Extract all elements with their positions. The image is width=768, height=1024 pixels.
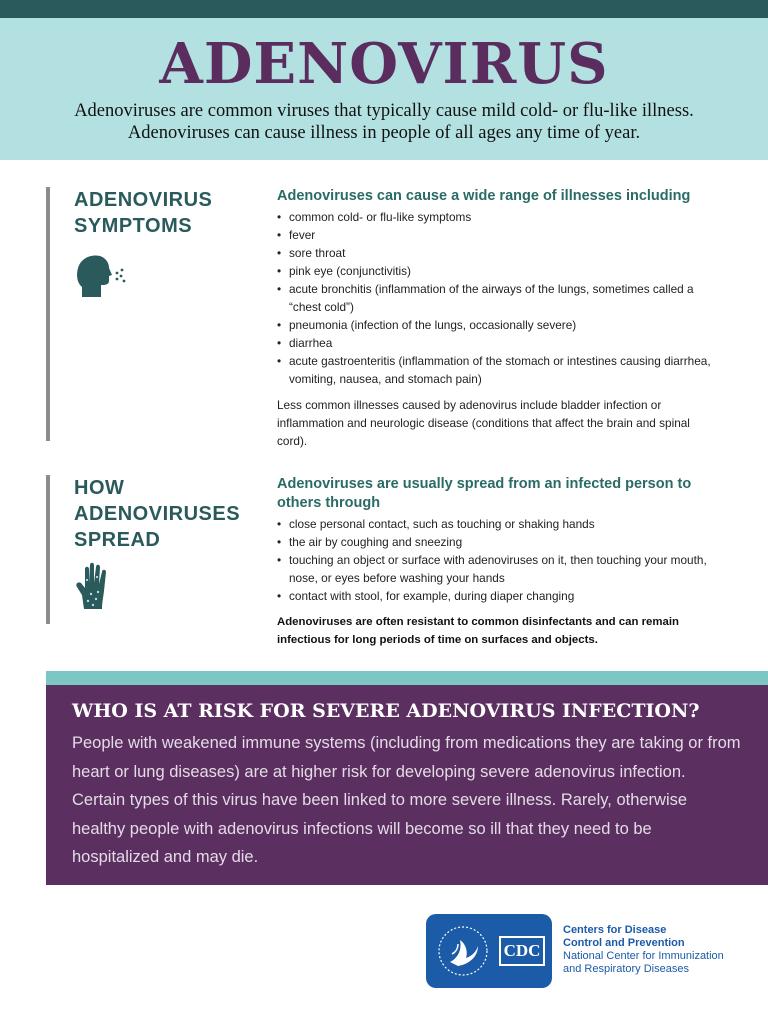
list-item: • acute bronchitis (inflammation of the airways of the lungs, sometimes called a “chest cold”)	[277, 280, 717, 316]
germy-hand-icon	[74, 561, 114, 616]
list-item: • the air by coughing and sneezing	[277, 533, 717, 551]
risk-text: People with weakened immune systems (including from medications they are taking or from heart or lung diseases) are at higher risk for developing severe adenovirus infection. Certain types of this virus have been linked to more severe illness. Rarely, otherwise healthy people with adenovirus infections will become so ill that they need to be hospitalized and may die.	[72, 734, 741, 866]
spread-heading-line-2: ADENOVIRUSES	[74, 503, 241, 525]
spread-heading-line-1: HOW	[74, 477, 125, 499]
top-strip	[0, 0, 768, 18]
cdc-org-text	[563, 924, 763, 976]
intro-line-2: Adenoviruses can cause illness in people of all ages any time of year.	[127, 123, 641, 143]
header-banner	[0, 18, 768, 160]
symptoms-section	[46, 187, 726, 448]
list-item: • close personal contact, such as touching or shaking hands	[277, 515, 717, 533]
symptoms-subheading: Adenoviruses can cause a wide range of illnesses including	[277, 188, 691, 204]
symptoms-heading-line-2: SYMPTOMS	[74, 215, 193, 237]
spread-subheading: Adenoviruses are usually spread from an infected person to others through	[277, 476, 692, 511]
center-line-2: and Respiratory Diseases	[563, 963, 689, 975]
list-item: • common cold- or flu-like symptoms	[277, 208, 717, 226]
list-item: • pink eye (conjunctivitis)	[277, 262, 717, 280]
coughing-person-icon	[74, 253, 128, 306]
symptoms-heading	[74, 187, 212, 239]
cdc-logo	[426, 914, 552, 988]
list-item: • acute gastroenteritis (inflammation of the stomach or intestines causing diarrhea, vomiting, nausea, and stomach pain)	[277, 352, 717, 388]
spread-content	[277, 475, 717, 649]
list-item: • touching an object or surface with adenoviruses on it, then touching your mouth, nose, or eyes before washing your hands	[277, 551, 717, 587]
spread-note: Adenoviruses are often resistant to common disinfectants and can remain infectious for long periods of time on surfaces and objects.	[277, 616, 679, 646]
symptoms-heading-line-1: ADENOVIRUS	[74, 189, 213, 211]
list-item: • pneumonia (infection of the lungs, occasionally severe)	[277, 316, 717, 334]
symptoms-content	[277, 187, 717, 450]
spread-section	[46, 475, 726, 646]
list-item: • diarrhea	[277, 334, 717, 352]
risk-heading: WHO IS AT RISK FOR SEVERE ADENOVIRUS INFECTION?	[72, 700, 700, 722]
org-line-1: Centers for Disease	[563, 924, 667, 936]
spread-heading-line-3: SPREAD	[74, 529, 161, 551]
cdc-wordmark: CDC	[499, 936, 545, 966]
intro-line-1: Adenoviruses are common viruses that typically cause mild cold- or flu-like illness.	[74, 101, 694, 121]
list-item: • sore throat	[277, 244, 717, 262]
org-line-2: Control and Prevention	[563, 937, 685, 949]
spread-heading	[74, 475, 240, 553]
section-divider-bar	[46, 187, 50, 441]
center-line-1: National Center for Immunization	[563, 950, 724, 962]
risk-section	[46, 685, 768, 885]
symptoms-list	[277, 208, 717, 388]
list-item: • contact with stool, for example, during diaper changing	[277, 587, 717, 605]
hhs-seal-icon	[428, 914, 498, 988]
symptoms-note: Less common illnesses caused by adenovirus include bladder infection or inflammation and neurologic disease (conditions that affect the brain and spinal cord).	[277, 398, 690, 448]
section-divider-bar	[46, 475, 50, 624]
page-title: ADENOVIRUS	[159, 31, 609, 97]
intro-text	[20, 100, 748, 144]
list-item: • fever	[277, 226, 717, 244]
risk-accent-strip	[46, 671, 768, 685]
spread-list	[277, 515, 717, 605]
